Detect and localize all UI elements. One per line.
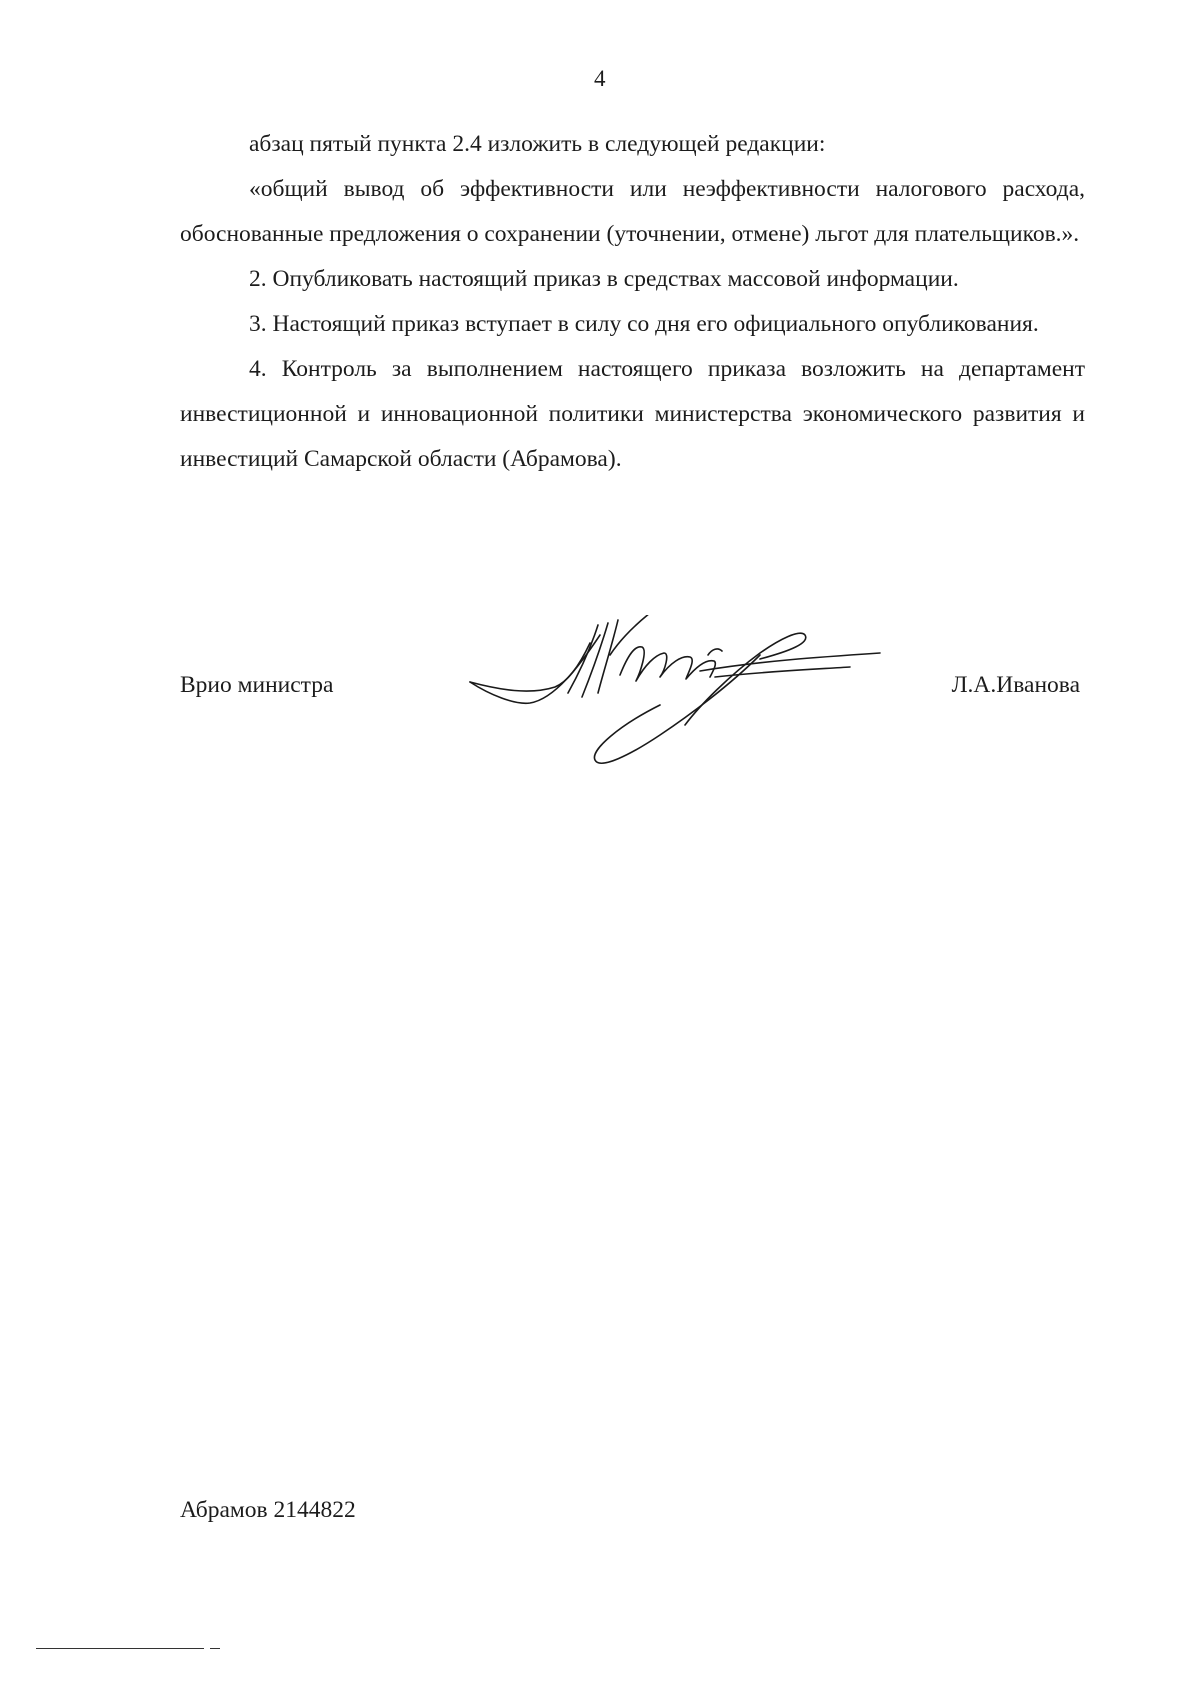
paragraph-item-2: 2. Опубликовать настоящий приказ в средствах массовой информации. [249,266,959,292]
document-body [180,122,1085,482]
footer-rule-tick [210,1648,220,1649]
paragraph-item-3: 3. Настоящий приказ вступает в силу со дня его официального опубликования. [249,311,1039,337]
signatory-title: Врио министра [180,672,334,698]
paragraph-item-4: 4. Контроль за выполнением настоящего приказа возложить на департамент инвестиционной и инновационной политики министерства экономического развития и инвестиций Самарской области (Абрамова). [180,356,1085,472]
signatory-name: Л.А.Иванова [951,672,1080,698]
executor-contact: Абрамов 2144822 [180,1497,356,1523]
paragraph-amendment-intro: абзац пятый пункта 2.4 изложить в следующей редакции: [249,131,826,157]
handwritten-signature [460,615,920,805]
page-number: 4 [594,66,606,91]
footer-rule [36,1648,204,1649]
paragraph-amendment-text: «общий вывод об эффективности или неэффективности налогового расхода, обоснованные предложения о сохранении (уточнении, отмене) льгот для плательщиков.». [180,176,1085,247]
